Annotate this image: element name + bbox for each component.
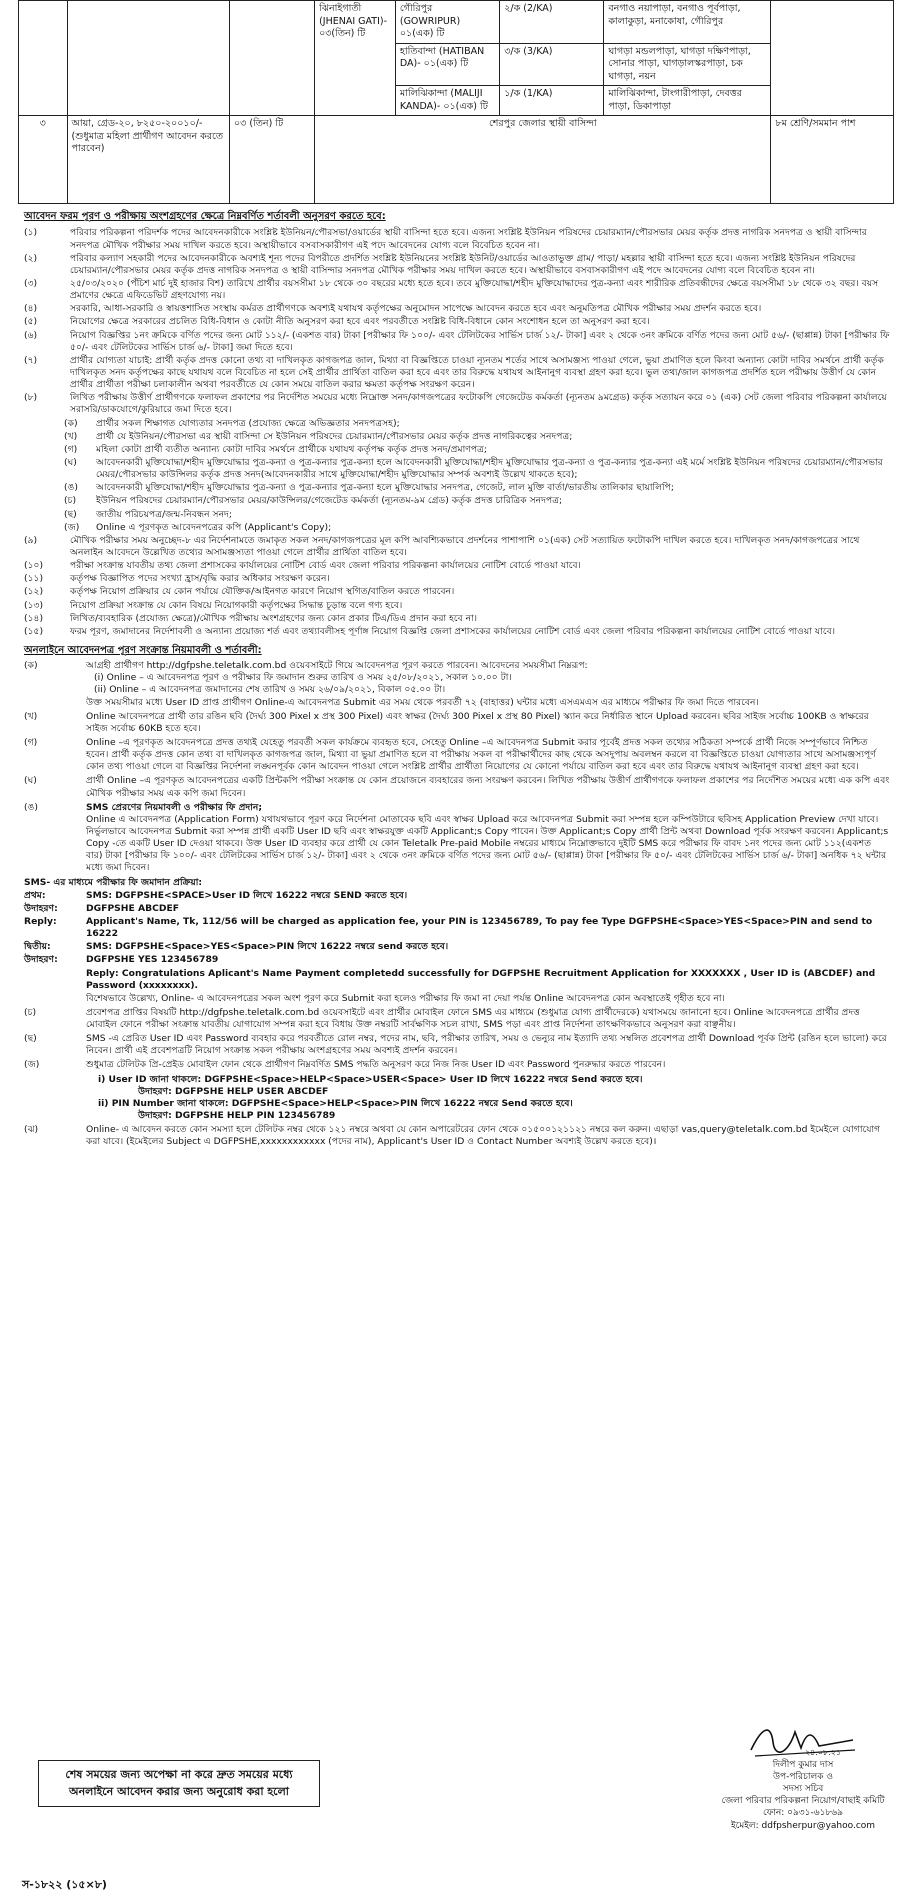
item-text: প্রার্থী যে ইউনিয়ন/পৌরসভা এর স্থায়ী বাসিন্দা সে ইউনিয়ন পরিষদের চেয়ারম্যান/পৌরসভার মেয়র কর্তৃক প্রদত্ত নাগরিকত্বের সনদপত্র; [96,430,573,442]
item-number: (গ) [24,736,38,748]
ward-cell: ২/ক (2/KA) [500,1,604,44]
sub-item [64,482,890,494]
signer-phone: ফোন: ০৯৩১-৬১৮৬৯ [763,1808,843,1819]
list-item [18,711,890,735]
item-text: প্রার্থীর সকল শিক্ষাগত যোগ্যতার সনদপত্র (প্রযোজ্য ক্ষেত্রে অভিজ্ঞতার সনদপত্রসহ); [96,417,400,429]
online-rules [18,660,890,1148]
signer-committee: জেলা পরিবার পরিকল্পনা নিয়োগ/বাছাই কমিটি [721,1796,885,1807]
union-cell: হাতিবান্দা (HATIBAN DA)- ০১(এক) টি [395,43,499,86]
table-row [19,1,894,44]
qualification-cell: ৮ম শ্রেণি/সমমান পাশ [771,116,894,204]
count-cell: ০৩ (তিন) টি [230,116,315,204]
item-text: মহিলা কোটা প্রার্থী ব্যতীত অন্যান্য কোটা দাবির সমর্থনে প্রার্থীকে যথাযথ কর্তৃপক্ষ কর্তৃক প্রদত্ত সনদ/প্রমাণপত্র; [96,443,487,455]
item-text: Online আবেদনপত্রে প্রার্থী তার রঙিন ছবি (দৈর্ঘ্য 300 Pixel x প্রস্থ 300 Pixel) এবং স্বাক্ষর (দৈর্ঘ্য 300 Pixel x প্রস্থ 80 Pixel) স্ক্যান করে নির্ধারিত স্থানে Upload করবেন। ছবির সাইজ সর্বোচ্চ 100KB ও স্বাক্ষরের সাইজ সর্বোচ্চ 60KB হতে হবে। [86,710,869,734]
upazila-cell: ঝিনাইগাতী (JHENAI GATI)- ০৩(তিন) টি [315,1,396,116]
sms-label: দ্বিতীয়: [24,941,51,953]
sub-item [64,509,890,521]
item-number: (৫) [24,316,38,328]
list-item [18,303,890,315]
sms-intro: SMS- এর মাধ্যমে পরীক্ষার ফি জমাদান প্রক্রিয়া: [24,876,203,888]
sms-text: SMS: DGFPSHE<Space>YES<Space>PIN লিখে 16222 নম্বরে send করতে হবে। [86,941,449,953]
sms-reply: Reply: Congratulations Aplicant's Name Payment completedd successfully for DGFPSHE Recruitment Application for XXXXXXX , User ID is (ABCDEF) and Password (xxxxxxxx). [86,967,876,991]
item-text: জাতীয় পরিচয়পত্র/জন্ম-নিবন্ধন সনদ; [96,508,232,520]
item-number: (ছ) [64,508,77,520]
recovery-block [98,1074,890,1123]
item-number: (ঙ) [24,801,38,813]
sms-text: DGFPSHE ABCDEF [86,902,179,914]
sms-label: উদাহরণ: [24,902,58,914]
area-cell: শেরপুর জেলার স্থায়ী বাসিন্দা [315,116,771,204]
item-number: (১) [24,227,38,239]
item-text: লিখিত/ব্যবহারিক (প্রযোজ্য ক্ষেত্রে)/মৌখিক পরীক্ষায় অংশগ্রহণের জন্য কোন প্রকার টিএ/ডিএ প্রদান করা হবে না। [70,612,478,624]
item-text: পরীক্ষা সংক্রান্ত যাবতীয় তথ্য জেলা প্রশাসকের কার্যালয়ের নোটিশ বোর্ড এবং জেলা পরিবার পরিকল্পনা কার্যালয়ের নোটিশ বোর্ডে পাওয়া যাবে। [70,560,581,572]
recovery-text: i) User ID জানা থাকলে: DGFPSHE<Space>HELP<Space>USER<Space> User ID লিখে 16222 নম্বরে Send করতে হবে। [98,1073,643,1085]
item-note: উক্ত সময়সীমার মধ্যে User ID প্রাপ্ত প্রার্থীগণ Online-এ আবেদনপত্র Submit এর সময় থেকে পরবর্তী ৭২ (বাহাত্তর) ঘন্টার মধ্যে এসএমএস এর মাধ্যমে পরীক্ষার ফি জমা দিতে পারবেন। [86,696,759,708]
list-item [18,600,890,612]
item-text: ইউনিয়ন পরিষদের চেয়ারম্যান/পৌরসভার মেয়র/কাউন্সিলর/গেজেটেড কর্মকর্তা (ন্যূনতম-৯ম গ্রেড) কর্তৃক প্রদত্ত চারিত্রিক সনদপত্র; [96,495,563,507]
list-item [18,802,890,875]
ward-cell: ১/ক (1/KA) [500,86,604,116]
list-item [18,535,890,559]
item-number: (৭) [24,354,38,366]
sub-item [64,495,890,507]
item-text: Online –এ পূরণকৃত আবেদনপত্রে প্রদত্ত তথ্যই যেহেতু পরবর্তী সকল কার্যক্রমে ব্যবহৃত হবে, সেহেতু Online –এ আবেদনপত্র Submit করার পূর্বেই প্রদত্ত সকল তথ্যের সঠিকতা সম্পর্কে প্রার্থী নিজে সম্পূর্ণভাবে নিশ্চিত হবেন। প্রার্থী কর্তৃক প্রদত্ত কোন তথ্য বা দাখিলকৃত কাগজপত্র জাল, মিথ্যা বা ভুয়া প্রমাণিত হলে বা পরীক্ষায় সকল বা পরীক্ষার্থীদের কাছ থেকে অসদুপায় অবলম্বন করলে বা বিজ্ঞপ্তিতে চাওয়া যোগ্যতার সাথে অসামঞ্জস্যপূর্ণ কোন তথ্য পাওয়া গেলে বা বিজ্ঞপ্তির নির্দেশনা লঙ্ঘনপূর্বক কোন আবেদন পাওয়া গেলে সংশ্লিষ্ট প্রার্থীর প্রার্থীতা নিয়োগের যে কোনো পর্যায়ে বাতিল করা হবে এবং তার বিরুদ্ধে যথাযথ আইনানুগ ব্যবস্থা গ্রহণ করা হবে। [86,736,876,773]
item-number: (চ) [24,1006,37,1018]
item-text: SMS -এ প্রেরিত User ID এবং Password ব্যবহার করে পরবর্তীতে রোল নম্বর, পদের নাম, ছবি, পরীক্ষার তারিখ, সময় ও ভেন্যুর নাম ইত্যাদি তথ্য সম্বলিত প্রবেশপত্র প্রার্থী Download পূর্বক প্রিন্ট (রঙিন হলে ভালো) করে নিবেন। প্রার্থী এই প্রবেশপত্রটি নিয়োগ সংক্রান্ত সকল পরীক্ষায় অংশগ্রহণের সময় অবশ্যই প্রদর্শন করবেন। [86,1033,887,1057]
list-item [18,1059,890,1071]
recovery-example: উদাহরণ: DGFPSHE HELP PIN 123456789 [138,1110,336,1122]
item-text: আগ্রহী প্রার্থীগণ http://dgfpshe.teletalk.com.bd ওয়েবসাইটে গিয়ে আবেদনপত্র পূরণ করতে পারবেন। আবেদনের সময়সীমা নিম্নরূপ: [86,660,588,672]
list-item [18,253,890,277]
list-item [18,586,890,598]
signature-block [718,1720,888,1832]
sms-text: SMS: DGFPSHE<SPACE>User ID লিখে 16222 নম্বরে SEND করতে হবে। [86,889,408,901]
item-text: আবেদনকারী মুক্তিযোদ্ধা/শহীদ মুক্তিযোদ্ধার পুত্র-কন্যা ও পুত্র-কন্যার পুত্র-কন্যা হলে আবেদনকারী মুক্তিযোদ্ধা/শহীদ মুক্তিযোদ্ধার পুত্র-কন্যা ও পুত্র-কন্যার পুত্র-কন্যা এই মর্মে সংশ্লিষ্ট ইউনিয়ন পরিষদের চেয়ারম্যান/পৌরসভার মেয়র/পৌরসভার কাউন্সিলর কর্তৃক প্রদত্ত সনদ(আবেদনকারীর সাথে মুক্তিযোদ্ধা/শহীদ মুক্তিযোদ্ধার সম্পর্ক অবশ্যই উল্লেখ থাকতে হবে); [96,456,883,481]
list-item [18,392,890,416]
vacancy-table [18,0,894,204]
list-item [18,355,890,391]
signer-designation: উপ-পরিচালক ও [773,1771,833,1782]
item-number: (১৫) [24,625,44,637]
list-item [18,278,890,302]
sub-item [64,444,890,456]
item-number: (১১) [24,573,44,585]
item-number: (জ) [24,1059,40,1071]
item-number: (৪) [24,303,38,315]
sms-text: DGFPSHE YES 123456789 [86,954,219,966]
notice-code: স-১৮২২ (১৫×৮) [22,1878,107,1891]
item-text: কর্তৃপক্ষ নিয়োগ প্রক্রিয়ার যে কোন পর্যায়ে যৌক্তিক/আইনগত কারণে নিয়োগ স্থগিত/বাতিল করতে পারবেন। [70,586,455,598]
item-number: (২) [24,252,38,264]
ward-cell: ৩/ক (3/KA) [500,43,604,86]
item-number: (ক) [64,417,78,429]
list-item [18,775,890,799]
item-text: পরিবার পরিকল্পনা পরিদর্শক পদের আবেদনকারীকে সংশ্লিষ্ট ইউনিয়ন/পৌরসভা/ওয়ার্ডের স্থায়ী বাসিন্দা হতে হবে। এজন্য সংশ্লিষ্ট ইউনিয়ন পরিষদের চেয়ারম্যান/পৌরসভার মেয়র কর্তৃক প্রদত্ত নাগরিক সনদপত্র ও স্থায়ী বাসিন্দার সনদপত্র মৌখিক পরীক্ষার সময় দাখিল করতে হবে। অস্থায়ীভাবে বসবাসকারীগণ এই পদে আবেদনের যোগ্য বলে বিবেচিত হবেন না। [70,227,867,251]
item-number: (জ) [64,521,80,533]
list-item [18,316,890,328]
sub-item [64,522,890,534]
item-number: (ঘ) [24,775,37,787]
sms-label: উদাহরণ: [24,954,58,966]
document [18,0,890,1150]
item-number: (১০) [24,560,44,572]
list-item [18,227,890,251]
item-text: সরকারি, আধা-সরকারি ও স্বায়ত্তশাসিত সংস্থায় কর্মরত প্রার্থীগণকে অবশ্যই যথাযথ কর্তৃপক্ষের অনুমোদন সাপেক্ষে আবেদন করতে হবে এবং অনুমতিপত্র মৌখিক পরীক্ষার সময় প্রদর্শন করতে হবে। [70,303,762,315]
list-item [18,330,890,354]
item-text: প্রবেশপত্র প্রাপ্তির বিষয়টি http://dgfpshe.teletalk.com.bd ওয়েবসাইটে এবং প্রার্থীর মোবাইল ফোনে SMS এর মাধ্যমে (শুধুমাত্র যোগ্য প্রার্থীদেরকে) যথাসময়ে জানানো হবে। Online আবেদনপত্রে প্রার্থীর প্রদত্ত মোবাইল ফোনে পরীক্ষা সংক্রান্ত যাবতীয় যোগাযোগ সম্পন্ন করা হবে বিধায় উক্ত নম্বরটি সার্বক্ষণিক সচল রাখা, SMS পড়া এবং প্রাপ্ত নির্দেশনা তাৎক্ষণিকভাবে অনুসরণ করা বাঞ্ছনীয়। [86,1006,860,1031]
sms-text: Applicant's Name, Tk, 112/56 will be charged as application fee, your PIN is 123456789, To pay fee Type DGFPSHE<Space>YES<Space>PIN and send to 16222 [86,915,873,940]
list-item [18,1124,890,1148]
area-cell: বনগাও নয়াপাড়া, বনগাও পূর্বপাড়া, কালাকুড়া, মনাকোষা, গৌরিপুর [604,1,771,44]
list-item [18,613,890,625]
item-number: (১২) [24,586,44,598]
list-item [18,737,890,773]
recovery-example: উদাহরণ: DGFPSHE HELP USER ABCDEF [138,1085,329,1097]
item-text: কর্তৃপক্ষ বিজ্ঞাপিত পদের সংখ্যা হ্রাস/বৃদ্ধি করার অধিকার সংরক্ষণ করেন। [70,573,330,585]
item-number: (চ) [64,495,77,507]
list-item [18,660,890,709]
union-cell: মালিঝিকান্দা (MALIJI KANDA)- ০১(এক) টি [395,86,499,116]
item-number: (১৪) [24,612,44,624]
item-number: (ঙ) [64,482,78,494]
sub-item [64,431,890,443]
conditions-list [18,227,890,638]
sub-item [64,418,890,430]
end-date-text: (ii) Online – এ আবেদনপত্র জমাদানের শেষ তারিখ ও সময় ২৬/০৯/২০২১, বিকাল ০৫.০০ টা। [94,684,446,696]
item-text: প্রার্থীর যোগ্যতা যাচাই: প্রার্থী কর্তৃক প্রদত্ত কোনো তথ্য বা দাখিলকৃত কাগজপত্র জাল, মিথ্যা বা বিজ্ঞপ্তিতে চাওয়া ন্যূনতম শর্তের সাথে অসামঞ্জস্য পাওয়া গেলে, ভুয়া প্রমাণিত হলে কিংবা অন্যান্য কোটা দাবির সমর্থনে প্রার্থী কর্তৃক দাখিলকৃত সনদ কর্তৃপক্ষের কাছে যথাযথ বলে বিবেচিত না হলে সেই প্রার্থীর প্রার্থিতা বাতিল করা হবে এবং তার বিরুদ্ধে যথাযথ আইনানুগ ব্যবস্থা গ্রহণ করা হবে। ভুল তথ্য/জাল কাগজপত্র প্রদর্শিত হলে পরীক্ষায় উত্তীর্ণ যে কোন প্রার্থীর প্রার্থীতা পরীক্ষা চলাকালীন অথবা পরবর্তীতে যে কোন সময়ে বাতিল করার ক্ষমতা কর্তৃপক্ষ সংরক্ষণ করেন। [70,354,884,391]
sms-label: Reply: [24,915,57,927]
item-text: মৌখিক পরীক্ষার সময় অনুচ্ছেদ-৮ এর নির্দেশনামতে জমাকৃত সকল সনদ/কাগজপত্রের মূল কপি আবশ্যিকভাবে প্রদর্শনের পাশাপাশি ০১(এক) সেট সত্যায়িত ফটোকপি দাখিল করতে হবে। দাখিলকৃত সনদ/কাগজপত্রের সাথে অনলাইন আবেদনে উল্লেখিত তথ্যের অসামঞ্জস্যতা পাওয়া গেলে প্রার্থীর প্রার্থিতা বাতিল হবে। [70,534,860,558]
item-number: (খ) [64,430,78,442]
item-text: Online এ আবেদনপত্র (Application Form) যথাযথভাবে পূরণ করে নির্দেশনা মোতাবেক ছবি এবং স্বাক্ষর Upload করে আবেদনপত্র Submit করা সম্পন্ন হলে কম্পিউটারে ছবিসহ Application Preview দেখা যাবে। নির্ভুলভাবে আবেদনপত্র Submit করা সম্পন্ন প্রার্থী একটি User ID ছবি এবং স্বাক্ষরযুক্ত একটি Applicant;s Copy পাবেন। উক্ত Applicant;s Copy প্রার্থী প্রিন্ট অথবা Download পূর্বক সংরক্ষণ করবেন। Applicant;s Copy -তে একটি User ID দেওয়া থাকবে। উক্ত User ID ব্যবহার করে প্রার্থী যে কোন Teletalk Pre-paid Mobile নম্বরের মাধ্যমে নিম্নোক্তভাবে দুইটি SMS করে পরীক্ষার ফি বাবদ ১নং পদের জন্য মোট ১১২(একশত বার) টাকা [পরীক্ষার ফি ১০০/- এবং টেলিটকের সার্ভিস চার্জ ১২/- টাকা] এবং ২ থেকে ৩নং ক্রমিকে বর্ণিত পদের জন্য মোট ৫৬/- (ছাপ্পান্ন) টাকা [পরীক্ষার ফি ৫০/- এবং টেলিটকের সার্ভিস চার্জ ৬/- টাকা] অনধিক ৭২ ঘন্টার মধ্যে জমা দিবেন। [86,813,889,874]
signature-date: ২৪.০৮.২১ [804,1748,842,1757]
item-text: লিখিত পরীক্ষায় উত্তীর্ণ প্রার্থীগণকে ফলাফল প্রকাশের পর নির্দেশিত সময়ের মধ্যে নিম্নোক্ত সনদ/কাগজপত্রের ফটোকপি গেজেটেড কর্মকর্তা (ন্যূনতম ৯মগ্রেড) কর্তৃক সত্যায়ন করে ০১ (এক) সেট জেলা পরিবার পরিকল্পনা কার্যালয়ে সরাসরি/ডাকযোগে/কুরিয়ারে জমা দিতে হবে। [70,392,887,416]
item-text: Online- এ আবেদন করতে কোন সমস্যা হলে টেলিটক নম্বর থেকে ১২১ নম্বরে অথবা যে কোন অপারেটরের ফোন থেকে ০১৫০০১২১১২১ নম্বরে কল করুন। এছাড়া vas,query@teletalk.com.bd ইমেইলে যোগাযোগ করা যাবে। (ইমেইলের Subject এ DGFPSHE,xxxxxxxxxxxx (পদের নাম), Applicant's User ID ও Contact Number অবশ্যই উল্লেখ করতে হবে)। [86,1124,881,1148]
item-text: Online এ পূরণকৃত আবেদনপত্রের কপি (Applicant's Copy); [96,521,332,533]
item-number: (ঝ) [24,1124,39,1136]
item-number: (৯) [24,534,38,546]
list-item [18,1033,890,1057]
item-text: আবেদনকারী মুক্তিযোদ্ধা/শহীদ মুক্তিযোদ্ধার পুত্র-কন্যা ও পুত্র-কন্যার পুত্র-কন্যা হলে মুক্তিযোদ্ধার সনদপত্র, গেজেট, লাল মুক্তি বার্তা/ভারতীয় তালিকার ছায়ালিপি; [96,482,674,494]
reminder-box: শেষ সময়ের জন্য অপেক্ষা না করে দ্রুত সময়ের মধ্যে অনলাইনে আবেদন করার জন্য অনুরোধ করা হলো [38,1760,320,1807]
item-number: (৬) [24,329,38,341]
recovery-text: ii) PIN Number জানা থাকলে: DGFPSHE<Space>HELP<Space>PIN লিখে 16222 নম্বরে Send করতে হবে। [98,1097,573,1109]
item-text: ফরম পূরণ, জমাদানের নির্দেশাবলী ও অন্যান্য প্রয়োজ্য শর্ত এবং তথ্যাবলীসহ পূর্ণাঙ্গ নিয়োগ বিজ্ঞপ্তি জেলা প্রশাসকের কার্যালয়ের নোটিশ বোর্ড এবং জেলা পরিবার পরিকল্পনা কার্যালয়ের নোটিশ বোর্ডে পাওয়া যাবে। [70,625,835,637]
sms-block [18,877,890,1005]
signer-name: দিলীপ কুমার দাস [772,1759,834,1770]
item-text: নিয়োগ বিজ্ঞপ্তির ১নং ক্রমিকে বর্ণিত পদের জন্য মোট ১১২/- (একশত বার) টাকা [পরীক্ষার ফি ১০০/- এবং টেলিটকের সার্ভিস চার্জ ১২/- টাকা] এবং ২ থেকে ৩নং ক্রমিকে বর্ণিত পদের জন্য মোট ৫৬/- (ছাপ্পান্ন) টাকা [পরীক্ষার ফি ৫০/- এবং টেলিটকের সার্ভিস চার্জ ৬/- টাকা] জমা দিতে হবে। [70,329,890,353]
item-text: শুধুমাত্র টেলিটক প্রি-প্রেইড মোবাইল ফোন থেকে প্রার্থীগণ নিম্নবর্ণিত SMS পদ্ধতি অনুসরণ করে নিজ নিজ User ID এবং Password পুনরুদ্ধার করতে পারবেন। [86,1059,666,1071]
list-item [18,573,890,585]
item-number: (গ) [64,443,78,455]
item-number: (৮) [24,392,38,404]
item-number: (৩) [24,278,38,289]
area-cell: ঘাগড়া মন্ডলপাড়া, ঘাগড়া দক্ষিণপাড়া, সোনার পাড়া, ঘাগড়ালস্করপাড়া, চক ঘাগড়া, নয়ন [604,43,771,86]
post-cell: আয়া, গ্রেড-২০, ৮২৫০-২০০১০/- (শুধুমাত্র মহিলা প্রার্থীগণ আবেদন করতে পারবেন) [67,116,229,204]
item-number: (ক) [24,660,38,672]
online-heading: অনলাইনে আবেদনপত্র পূরণ সংক্রান্ত নিয়মাবলী ও শর্তাবলী: [24,644,262,656]
item-number: (১৩) [24,599,44,611]
item-text: পরিবার কল্যাণ সহকারী পদের আবেদনকারীকে অবশ্যই শূন্য পদের বিপরীতে প্রদর্শিত সংশ্লিষ্ট ইউনিয়নের সংশ্লিষ্ট ইউনিট/ওয়ার্ডের আওতাভুক্ত গ্রাম/ পাড়া/ মহল্লার স্থায়ী বাসিন্দা হতে হবে। এজন্য সংশ্লিষ্ট ইউনিয়ন পরিষদের চেয়ারম্যান/পৌরসভার মেয়র কর্তৃক প্রদত্ত নাগরিক সনদপত্র ও স্থায়ী বাসিন্দার সনদপত্র মৌখিক পরীক্ষার সময় দাখিল করতে হবে। অস্থায়ীভাবে বসবাসকারীগণ এই পদে আবেদনের যোগ্য বলে বিবেচিত হবেন না। [70,252,856,276]
sms-label: প্রথম: [24,889,46,901]
table-row [19,116,894,204]
conditions-heading: আবেদন ফরম পূরণ ও পরীক্ষায় অংশগ্রহণের ক্ষেত্রে নিম্নবর্ণিত শর্তাবলী অনুসরণ করতে হবে: [24,211,386,223]
item-number: (ছ) [24,1033,37,1045]
item-text: নিয়োগের ক্ষেত্রে সরকারের প্রচলিত বিধি-বিধান ও কোটা নীতি অনুসরণ করা হবে এবং পরবর্তীতে সংশ্লিষ্ট বিধি-বিধানে কোন সংশোধন হলে তা অনুসরণ করা হবে। [70,316,650,328]
area-cell: মালিঝিকান্দা, টাংগারীপাড়া, দেবত্তর পাড়া, ডিকাপাড়া [604,86,771,116]
list-item [18,560,890,572]
sms-note: বিশেষভাবে উল্লেখ্য, Online- এ আবেদনপত্রের সকল অংশ পূরণ করে Submit করা হলেও পরীক্ষার ফি জমা না দেয়া পর্যন্ত Online আবেদনপত্র কোন অবস্থাতেই গৃহীত হবে না। [86,992,725,1004]
item-text: ২৫/০৩/২০২০ (পঁচিশ মার্চ দুই হাজার বিশ) তারিখে প্রার্থীর বয়সসীমা ১৮ থেকে ৩০ বছরের মধ্যে হতে হবে। তবে মুক্তিযোদ্ধা/শহীদ মুক্তিযোদ্ধাদের পুত্র-কন্যা এবং শারীরিক প্রতিবন্ধীদের ক্ষেত্রে বয়সসীমা ১৮ থেকে ৩২ বছর। বয়স প্রমাণের ক্ষেত্রে এফিডেভিট গ্রহণযোগ্য নয়। [70,278,879,302]
union-cell: গৌরিপুর (GOWRIPUR) ০১(এক) টি [395,1,499,44]
signer-designation: সদস্য সচিব [782,1784,824,1795]
item-number: (ঘ) [64,456,77,468]
start-date-text: (i) Online – এ আবেদনপত্র পূরণ ও পরীক্ষার ফি জমাদান শুরুর তারিখ ও সময় ২৫/০৮/২০২১, সকাল ১০.০০ টা। [94,672,512,684]
serial-cell: ৩ [19,116,68,204]
item-text: নিয়োগ প্রক্রিয়া সংক্রান্ত যে কোন বিষয়ে নিয়োগকারী কর্তৃপক্ষের সিদ্ধান্ত চূড়ান্ত বলে গণ্য হবে। [70,599,403,611]
list-item [18,626,890,638]
item-title: SMS প্রেরণের নিয়মাবলী ও পরীক্ষার ফি প্রদান; [86,801,263,813]
item-number: (খ) [24,710,38,722]
signer-email: ইমেইল: ddfpsherpur@yahoo.com [730,1820,876,1831]
sub-item [64,457,890,481]
list-item [18,1007,890,1031]
item-text: প্রার্থী Online –এ পূরণকৃত আবেদনপত্রের একটি প্রিন্টকপি পরীক্ষা সংক্রান্ত যে কোন প্রয়োজনে ব্যবহারের জন্য সংরক্ষণ করবেন। লিখিত পরীক্ষায় উত্তীর্ণ প্রার্থীগণকে ফলাফল প্রকাশের পর নির্দেশিত সময়ের মধ্যে এক কপি এবং মৌখিক পরীক্ষার সময় এক কপি জমা দিবেন। [86,775,890,799]
